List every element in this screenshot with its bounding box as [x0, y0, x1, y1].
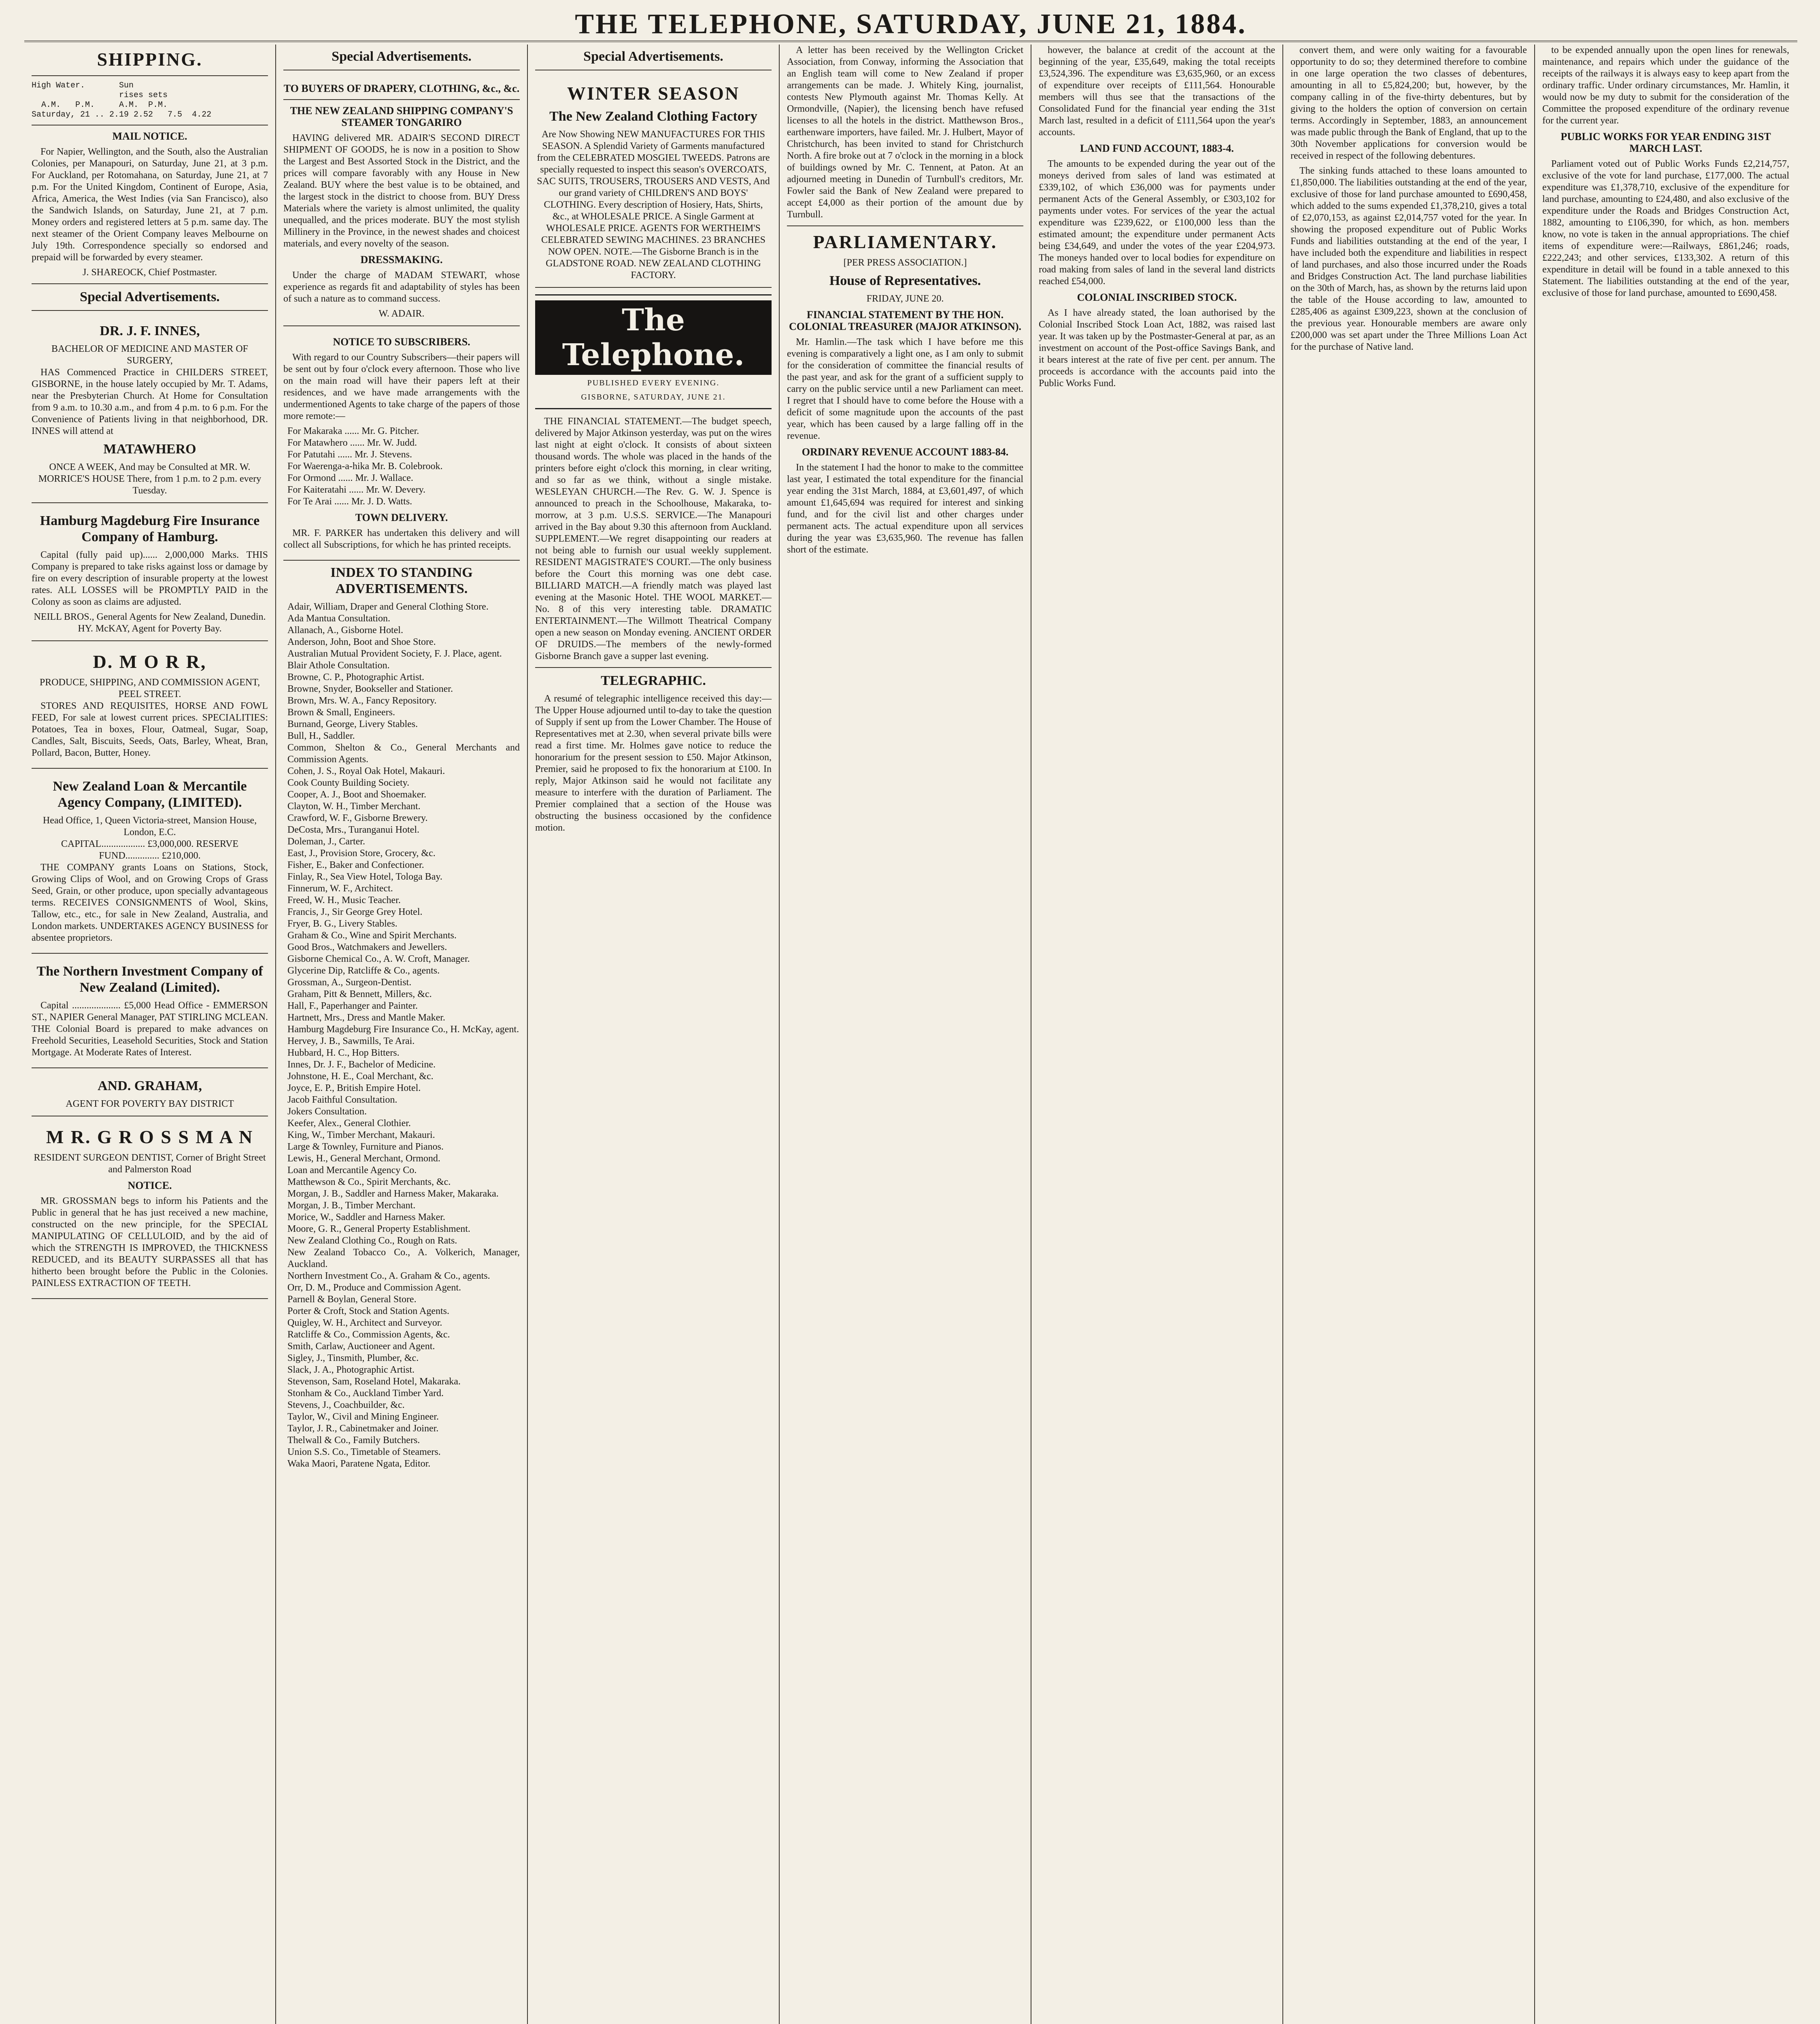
- tide-table-row: Saturday, 21 .. 2.19 2.52 7.5 4.22: [32, 110, 212, 119]
- nz-clothing-body: Are Now Showing NEW MANUFACTURES FOR THIS SEASON. A Splendid Variety of Garments manufactured from the CELEBRATED MOSGIEL TWEEDS. Patrons are specially requested to inspect this season's OVERCOATS, SAC SUITS, TROUSERS, TROUSERS AND VESTS, And our grand variety of CHILDREN'S AND BOYS' CLOTHING. Every description of Hosiery, Hats, Shirts, &c., at WHOLESALE PRICE. A Single Garment at WHOLESALE PRICE. AGENTS FOR WERTHEIM'S CELEBRATED SEWING MACHINES. 23 BRANCHES NOW OPEN. NOTE.—The Gisborne Branch is in the GLADSTONE ROAD. NEW ZEALAND CLOTHING FACTORY.: [537, 129, 770, 281]
- agent-item: For Patutahi ...... Mr. J. Stevens.: [287, 449, 412, 460]
- innes-body: HAS Commenced Practice in CHILDERS STREET, GISBORNE, in the house lately occupied by Mr. T. Adams, near the Presbyterian Church. At Home for Consultation from 9 a.m. to 10.30 a.m., and from 4 p.m. to 6 p.m. For the Convenience of Patients living in that neighborhood, DR. INNES will attend at: [32, 367, 268, 436]
- graham-sub: AGENT FOR POVERTY BAY DISTRICT: [66, 1099, 234, 1109]
- special-ads-heading: Special Advertisements.: [80, 289, 220, 304]
- index-item: New Zealand Clothing Co., Rough on Rats.: [287, 1235, 457, 1246]
- agents-list: [283, 425, 520, 508]
- ad-northern: [32, 956, 268, 1068]
- index-item: Freed, W. H., Music Teacher.: [287, 895, 401, 906]
- press-association: [PER PRESS ASSOCIATION.]: [843, 257, 967, 268]
- index-item: Fryer, B. G., Livery Stables.: [287, 918, 398, 929]
- col5-body: however, the balance at credit of the account at the beginning of the year, £35,649, making the total receipts £3,524,396. The expenditure was £3,635,960, or an excess of expenditure over receipts of £111,564. Honourable members will thus see that the transactions of the Consolidated Fund for the financial year ending the 31st March last, resulted in a deficit of £111,564 upon the year's accounts.: [1039, 45, 1275, 138]
- special-ads-heading-2: Special Advertisements.: [332, 49, 472, 64]
- index-item: Morgan, J. B., Saddler and Harness Maker, Makaraka.: [287, 1188, 499, 1199]
- agent-item: For Matawhero ...... Mr. W. Judd.: [287, 438, 417, 448]
- index-item: Stevens, J., Coachbuilder, &c.: [287, 1400, 405, 1410]
- index-item: East, J., Provision Store, Grocery, &c.: [287, 848, 436, 859]
- index-item: King, W., Timber Merchant, Makauri.: [287, 1130, 435, 1140]
- index-item: Finnerum, W. F., Architect.: [287, 883, 393, 894]
- paper-date: GISBORNE, SATURDAY, JUNE 21.: [581, 393, 726, 402]
- paper-sub: PUBLISHED EVERY EVENING.: [587, 378, 720, 387]
- ad-adair: [283, 75, 520, 326]
- ad-nz-clothing: [535, 75, 772, 288]
- friday-date: FRIDAY, JUNE 20.: [866, 293, 944, 304]
- index-item: Blair Athole Consultation.: [287, 660, 390, 671]
- grossman-title: M R. G R O S S M A N: [46, 1127, 254, 1147]
- index-item: Porter & Croft, Stock and Station Agents.: [287, 1306, 449, 1316]
- index-item: DeCosta, Mrs., Turanganui Hotel.: [287, 825, 419, 835]
- shipping-co-heading: THE NEW ZEALAND SHIPPING COMPANY'S STEAMER TONGARIRO: [290, 105, 513, 128]
- innes-sub: BACHELOR OF MEDICINE AND MASTER OF SURGERY,: [51, 344, 249, 366]
- paper-nameplate: [535, 294, 772, 409]
- index-item: Loan and Mercantile Agency Co.: [287, 1165, 417, 1176]
- subscribers-heading: NOTICE TO SUBSCRIBERS.: [333, 336, 470, 348]
- index-item: Doleman, J., Carter.: [287, 836, 365, 847]
- index-item: Keefer, Alex., General Clothier.: [287, 1118, 411, 1129]
- news-paragraphs: A letter has been received by the Wellington Cricket Association, from Conway, informing the Association that an English team will come to New Zealand if proper arrangements can be made. J. Whitely King, journalist, contests New Plymouth against Mr. Thomas Kelly. At Ormondville, (Napier), the licensing bench have refused licenses to all the hotels in the district. Matthewson Bros., earthenware importers, have failed. Mr. J. Hulbert, Mayor of Christchurch, has been invited to stand for Christchurch North. A fire broke out at 7 o'clock in the morning in a block of buildings owned by Mr. C. Tennent, at Paton. At an adjourned meeting in Dunedin of Turnbull's creditors, Mr. Fowler said the Bank of New Zealand were prepared to accept £4,000 as their portion of the amount due by Turnbull.: [787, 45, 1023, 220]
- northern-title: The Northern Investment Company of New Zealand (Limited).: [36, 964, 263, 995]
- index-item: Cook County Building Society.: [287, 778, 410, 788]
- index-item: Jacob Faithful Consultation.: [287, 1095, 398, 1105]
- mail-notice-signoff: J. SHAREOCK, Chief Postmaster.: [82, 267, 217, 278]
- index-item: Cohen, J. S., Royal Oak Hotel, Makauri.: [287, 766, 445, 776]
- house-heading: House of Representatives.: [829, 273, 981, 288]
- column-5: [1031, 45, 1282, 2024]
- column-6: [1283, 45, 1534, 2024]
- index-item: Union S.S. Co., Timetable of Steamers.: [287, 1447, 441, 1457]
- telegraphic-heading: TELEGRAPHIC.: [601, 673, 706, 688]
- index-item: Ada Mantua Consultation.: [287, 613, 390, 624]
- hamburg-title: Hamburg Magdeburg Fire Insurance Company of Hamburg.: [40, 513, 260, 544]
- index-item: Grossman, A., Surgeon-Dentist.: [287, 977, 412, 988]
- index-item: Allanach, A., Gisborne Hotel.: [287, 625, 403, 636]
- ad-grossman: [32, 1119, 268, 1299]
- index-item: Parnell & Boylan, General Store.: [287, 1294, 417, 1305]
- index-item: Thelwall & Co., Family Butchers.: [287, 1435, 420, 1446]
- index-item: Anderson, John, Boot and Shoe Store.: [287, 637, 436, 647]
- index-item: Browne, C. P., Photographic Artist.: [287, 672, 425, 682]
- dmorr-sub: PRODUCE, SHIPPING, AND COMMISSION AGENT, PEEL STREET.: [39, 677, 260, 699]
- index-heading: INDEX TO STANDING ADVERTISEMENTS.: [330, 565, 473, 596]
- index-item: Browne, Snyder, Bookseller and Stationer.: [287, 684, 453, 694]
- index-item: Australian Mutual Provident Society, F. J. Place, agent.: [287, 648, 502, 659]
- agent-item: For Makaraka ...... Mr. G. Pitcher.: [287, 426, 419, 436]
- innes-tail: ONCE A WEEK, And may be Consulted at MR. W. MORRICE'S HOUSE There, from 1 p.m. to 2 p.m. every Tuesday.: [38, 462, 262, 496]
- dmorr-body: STORES AND REQUISITES, HORSE AND FOWL FEED, For sale at lowest current prices. SPECIALITIES: Potatoes, Tea in boxes, Flour, Oatmeal, Sugar, Soap, Candles, Salt, Biscuits, Seeds, Oats, Barley, Wheat, Bran, Pollard, Bacon, Butter, Honey.: [32, 701, 268, 758]
- col6-body-1: convert them, and were only waiting for a favourable opportunity to do so; they determined therefore to combine in one large operation the two classes of debentures, amounting in all to £5,824,200; but, however, by the company calling in of the five-thirty debentures, but by giving to the holders the option of conversion on certain terms. Accordingly in September, 1883, an announcement was made public through the Bank of England, that up to the 30th November applications for conversion would be received in respect of the following debentures.: [1291, 45, 1527, 161]
- index-item: Stonham & Co., Auckland Timber Yard.: [287, 1388, 444, 1399]
- index-item: Lewis, H., General Merchant, Ormond.: [287, 1153, 440, 1164]
- dressmaking-heading: DRESSMAKING.: [360, 254, 443, 266]
- public-works-body: Parliament voted out of Public Works Funds £2,214,757, exclusive of the vote for land purchase, £177,000. The actual expenditure was £1,378,710, exclusive of the expenditure for land purchase, amounting to £24,480, and also exclusive of the expenditure under the Roads and Bridges Construction Act, 1882, amounting to £106,390, for which, as hon. members know, no vote is taken in the annual appropriations. The chief items of expenditure were:—Railways, £861,246; roads, £222,243; and other services, £133,302. A return of this expenditure in detail will be found in a table annexed to this Statement. The liabilities outstanding at the end of the year, exclusive of those for land purchase, amounted to £690,458.: [1542, 159, 1789, 298]
- land-fund-heading: LAND FUND ACCOUNT, 1883-4.: [1080, 142, 1234, 154]
- paper-title: The Telephone.: [535, 300, 772, 375]
- drapery-heading: TO BUYERS OF DRAPERY, CLOTHING, &c., &c.: [283, 83, 520, 94]
- index-item: Ratcliffe & Co., Commission Agents, &c.: [287, 1329, 450, 1340]
- mail-notice-body: For Napier, Wellington, and the South, also the Australian Colonies, per Manapouri, on Saturday, June 21, at 3 p.m. For Auckland, per Rotomahana, on Saturday, June 21, at 7 p.m. For the United Kingdom, Continent of Europe, Asia, Africa, America, the West Indies (via San Francisco), also the Sandwich Islands, on Saturday, June 21, at 7 p.m. Money orders and registered letters at 5 p.m. same day. The next steamer of the Orient Company leaves Melbourne on July 19th. Correspondence specially so endorsed and prepaid will be forwarded by every steamer.: [32, 147, 268, 263]
- mail-notice-heading: MAIL NOTICE.: [112, 130, 187, 142]
- index-item: Johnstone, H. E., Coal Merchant, &c.: [287, 1071, 434, 1082]
- index-item: Morgan, J. B., Timber Merchant.: [287, 1200, 416, 1211]
- col6-body-2: The sinking funds attached to these loans amounted to £1,850,000. The liabilities outstanding at the end of the year, exclusive of those for land purchase amounted to £690,458, which added to the sums expended £1,378,210, gives a total of £2,070,153, as against £2,014,757 voted for the year. In showing the proposed expenditure out of Public Works Funds and liabilities outstanding at the end of the year, I have included both the expenditure and liabilities in respect of land purchases, and also those incurred under the Roads and Bridges Construction Act. The land purchase liabilities on the 30th of March, has, as shown by the returns laid upon the table of the House according to law, amounted to £285,406 as against £309,223, shown at the conclusion of the previous year. Honourable members are aware only £200,000 was set apart under the Three Millions Loan Act for the purchase of Native land.: [1291, 166, 1527, 352]
- statement-body: Mr. Hamlin.—The task which I have before me this evening is comparatively a light one, as I am only to submit for the consideration of committee the financial results of the past year, and ask for the grant of a sufficient supply to carry on the public service until a new Parliament can meet. I regret that I should have to come before the House with a deficit of some magnitude upon the accounts of the past year, which has been caused by a large falling off in the revenue.: [787, 337, 1023, 441]
- column-3: [528, 45, 779, 2024]
- index-item: Sigley, J., Tinsmith, Plumber, &c.: [287, 1353, 419, 1363]
- ad-nzloan: [32, 771, 268, 954]
- index-item: Orr, D. M., Produce and Commission Agent.: [287, 1282, 461, 1293]
- nz-clothing-title: The New Zealand Clothing Factory: [549, 109, 757, 124]
- special-ads-heading-3: Special Advertisements.: [583, 49, 723, 64]
- index-item: Bull, H., Saddler.: [287, 731, 355, 741]
- index-item: Fisher, E., Baker and Confectioner.: [287, 860, 424, 870]
- town-delivery-heading: TOWN DELIVERY.: [355, 512, 448, 523]
- ordinary-heading: ORDINARY REVENUE ACCOUNT 1883-84.: [802, 446, 1009, 458]
- grossman-sub: RESIDENT SURGEON DENTIST, Corner of Bright Street and Palmerston Road: [34, 1152, 266, 1175]
- colonial-stock-heading: COLONIAL INSCRIBED STOCK.: [1077, 291, 1237, 303]
- leader-body: THE FINANCIAL STATEMENT.—The budget speech, delivered by Major Atkinson yesterday, was put on the wires last night at eight o'clock. It consists of about sixteen thousand words. The whole was placed in the hands of the printers before eight o'clock this morning, in clear writing, and so far as we think, without a single mistake. WESLEYAN CHURCH.—The Rev. G. W. J. Spence is announced to preach in the Schoolhouse, Makaraka, to-morrow, at 3 p.m. U.S.S. SERVICE.—The Manapouri arrived in the Bay about 9.30 this afternoon from Auckland. SUPPLEMENT.—We regret disappointing our readers at not being able to furnish our usual weekly supplement. RESIDENT MAGISTRATE'S COURT.—The only business before the Court this morning was one debt case. BILLIARD MATCH.—A friendly match was played last evening at the Masonic Hotel. THE WOOL MARKET.—No. 8 of this very interesting table. DRAMATIC ENTERTAINMENT.—The Willmott Theatrical Company open a new season on Monday evening. ANCIENT ORDER OF DRUIDS.—The members of the newly-formed Gisborne Branch gave a supper last evening.: [535, 416, 772, 661]
- index-item: Common, Shelton & Co., General Merchants and Commission Agents.: [287, 742, 520, 765]
- tide-table-head: High Water. Sun rises sets A.M. P.M. A.M. P.M.: [32, 81, 168, 110]
- ad-graham: [32, 1071, 268, 1116]
- agent-item: For Kaiteratahi ...... Mr. W. Devery.: [287, 485, 426, 495]
- index-item: Waka Maori, Paratene Ngata, Editor.: [287, 1458, 431, 1469]
- index-list: [283, 601, 520, 1470]
- dressmaking-body: Under the charge of MADAM STEWART, whose experience as regards fit and adaptability of styles has been of such a nature as to command success.: [283, 270, 520, 304]
- column-7: [1535, 45, 1797, 2024]
- subscribers-body: With regard to our Country Subscribers—their papers will be sent out by four o'clock every afternoon. Those who live on the main road will have their papers left at their residences, and we have made arrangements with the undermentioned Agents to take charge of the papers of those more remote:—: [283, 352, 520, 421]
- index-item: Graham, Pitt & Bennett, Millers, &c.: [287, 989, 432, 999]
- column-2: [276, 45, 527, 2024]
- index-item: Jokers Consultation.: [287, 1106, 367, 1117]
- adair-body: HAVING delivered MR. ADAIR'S SECOND DIRECT SHIPMENT OF GOODS, he is now in a position to Show the Largest and Best Assorted Stock in the District, and the prices will compare favorably with any House in New Zealand. BUY where the best value is to be obtained, and the largest stock in the district to choose from. BUY Dress Materials where the variety is almost unlimited, the quality unequalled, and the prices moderate. BUY the most stylish Millinery in the Province, in the newest shades and choicest materials, and every novelty of the season.: [283, 133, 520, 249]
- index-item: Northern Investment Co., A. Graham & Co., agents.: [287, 1271, 490, 1281]
- nzloan-title: New Zealand Loan & Mercantile Agency Company, (LIMITED).: [53, 779, 247, 810]
- index-item: Burnand, George, Livery Stables.: [287, 719, 418, 729]
- agent-item: For Te Arai ...... Mr. J. D. Watts.: [287, 496, 412, 507]
- index-item: Morice, W., Saddler and Harness Maker.: [287, 1212, 445, 1222]
- adair-sign: W. ADAIR.: [378, 308, 425, 319]
- index-item: Clayton, W. H., Timber Merchant.: [287, 801, 421, 812]
- column-1: [24, 45, 275, 2024]
- index-item: Hartnett, Mrs., Dress and Mantle Maker.: [287, 1012, 445, 1023]
- notice-subscribers: [283, 329, 520, 561]
- graham-title: AND. GRAHAM,: [98, 1078, 202, 1093]
- innes-matawhero: MATAWHERO: [103, 442, 196, 457]
- column-4: [780, 45, 1031, 2024]
- dmorr-title: D. M O R R,: [93, 651, 207, 672]
- index-item: Glycerine Dip, Ratcliffe & Co., agents.: [287, 965, 440, 976]
- hamburg-sign: NEILL BROS., General Agents for New Zealand, Dunedin. HY. McKAY, Agent for Poverty Bay.: [34, 612, 266, 634]
- hamburg-body: Capital (fully paid up)...... 2,000,000 Marks. THIS Company is prepared to take risks against loss or damage by fire on every description of insurable property at the lowest rates. ALL LOSSES will be PROMPTLY PAID in the Colony as soon as claims are adjusted.: [32, 550, 268, 607]
- ad-hamburg: [32, 506, 268, 641]
- index-item: Hall, F., Paperhanger and Painter.: [287, 1001, 418, 1011]
- index-item: Moore, G. R., General Property Establishment.: [287, 1224, 470, 1234]
- nzloan-body: THE COMPANY grants Loans on Stations, Stock, Growing Clips of Wool, and on Growing Crops of Grass Seed, Grain, or other produce, upon specially advantageous terms. RECEIVES CONSIGNMENTS of Wool, Skins, Tallow, etc., etc., for sale in New Zealand, Australia, and London markets. UNDERTAKES AGENCY BUSINESS for absentee proprietors.: [32, 862, 268, 943]
- land-fund-body: The amounts to be expended during the year out of the moneys derived from sales of land was estimated at £339,102, of which £36,000 was for payments under permanent Acts of the General Assembly, or £303,102 for payments under votes. For services of the year the actual expenditure was £239,622, or £100,000 less than the estimated amount; the expenditure under permanent Acts being £34,649, and under the votes of the year £204,973. The moneys handed over to local bodies for expenditure on road making from sales of land in the several land districts reached £54,000.: [1039, 159, 1275, 287]
- index-item: Cooper, A. J., Boot and Shoemaker.: [287, 789, 427, 800]
- grossman-notice: NOTICE.: [128, 1180, 172, 1191]
- parliament-heading: PARLIAMENTARY.: [813, 232, 997, 252]
- index-item: Adair, William, Draper and General Clothing Store.: [287, 602, 489, 612]
- index-item: Hamburg Magdeburg Fire Insurance Co., H. McKay, agent.: [287, 1024, 519, 1035]
- index-item: Taylor, W., Civil and Mining Engineer.: [287, 1412, 439, 1422]
- grossman-body: MR. GROSSMAN begs to inform his Patients and the Public in general that he has just received a new machine, constructed on the new principle, for the SPECIAL MANIPULATING OF CELLULOID, and by the aid of which the STRENGTH IS IMPROVED, the THICKNESS REDUCED, and its BEAUTY SURPASSES all that has hitherto been brought before the Public in the Colonies. PAINLESS EXTRACTION OF TEETH.: [32, 1196, 268, 1288]
- index-item: Brown, Mrs. W. A., Fancy Repository.: [287, 695, 437, 706]
- index-item: New Zealand Tobacco Co., A. Volkerich, Manager, Auckland.: [287, 1247, 520, 1269]
- index-item: Finlay, R., Sea View Hotel, Tologa Bay.: [287, 872, 442, 882]
- index-item: Good Bros., Watchmakers and Jewellers.: [287, 942, 447, 952]
- index-item: Francis, J., Sir George Grey Hotel.: [287, 907, 423, 917]
- index-item: Quigley, W. H., Architect and Surveyor.: [287, 1318, 442, 1328]
- ordinary-body: In the statement I had the honor to make to the committee last year, I estimated the total expenditure for the financial year ending the 31st March, 1884, at £3,601,497, of which amount £1,645,694 was required for interest and sinking fund, and for the civil list and other charges under permanent acts. The actual expenditure upon all services during the year was £3,635,960. The revenue has fallen short of the estimate.: [787, 462, 1023, 555]
- innes-title: DR. J. F. INNES,: [100, 323, 200, 338]
- col7-body-1: to be expended annually upon the open lines for renewals, maintenance, and repairs which under the guidance of the receipts of the railways it is always easy to keep apart from the ordinary traffic. Under ordinary circumstances, Mr. Hamlin, it would now be my duty to submit for the consideration of the Committee the proposed expenditure of the ordinary revenue for the current year.: [1542, 45, 1789, 126]
- index-item: Matthewson & Co., Spirit Merchants, &c.: [287, 1177, 451, 1187]
- winter-season: WINTER SEASON: [567, 83, 740, 104]
- index-item: Hubbard, H. C., Hop Bitters.: [287, 1048, 400, 1058]
- telegraphic-body: A resumé of telegraphic intelligence received this day:— The Upper House adjourned until to-day to take the question of Supply if sent up from the Lower Chamber. The House of Representatives met at 2.30, when several private bills were read a first time. Mr. Holmes gave notice to reduce the honorarium for the present session to £50. Major Atkinson, Premier, said he proposed to fix the honorarium at £100. In reply, Major Atkinson said he would not facilitate any measure to interfere with the duration of Parliament. The Premier complained that a section of the House was obstructing the business occasioned by the confidence motion.: [535, 693, 772, 833]
- colonial-stock-body: As I have already stated, the loan authorised by the Colonial Inscribed Stock Loan Act, 1882, was raised last year. It was taken up by the Postmaster-General at par, as an investment on account of the Post-office Savings Bank, and it bears interest at the rate of five per cent. per annum. The proceeds is accordance with the accounts paid into the Public Works Fund.: [1039, 308, 1275, 389]
- masthead: THE TELEPHONE, SATURDAY, JUNE 21, 1884.: [24, 8, 1797, 42]
- town-delivery-body: MR. F. PARKER has undertaken this delivery and will collect all Subscriptions, for which he has printed receipts.: [283, 528, 520, 550]
- agent-item: For Waerenga-a-hika Mr. B. Colebrook.: [287, 461, 443, 472]
- ad-innes: [32, 316, 268, 503]
- public-works-heading: PUBLIC WORKS FOR YEAR ENDING 31ST MARCH LAST.: [1561, 131, 1771, 154]
- index-item: Joyce, E. P., British Empire Hotel.: [287, 1083, 421, 1093]
- index-item: Stevenson, Sam, Roseland Hotel, Makaraka.: [287, 1376, 461, 1387]
- ad-dmorr: [32, 644, 268, 769]
- index-item: Gisborne Chemical Co., A. W. Croft, Manager.: [287, 954, 470, 964]
- nzloan-capital: CAPITAL.................. £3,000,000. RESERVE FUND.............. £210,000.: [61, 839, 239, 861]
- index-item: Crawford, W. F., Gisborne Brewery.: [287, 813, 428, 823]
- index-item: Slack, J. A., Photographic Artist.: [287, 1365, 415, 1375]
- northern-body: Capital .................... £5,000 Head Office - EMMERSON ST., NAPIER General Manager, PAT STIRLING MCLEAN. THE Colonial Board is prepared to make advances on Freehold Securities, Leasehold Securities, Stock and Station Mortgage. At Moderate Rates of Interest.: [32, 1000, 268, 1058]
- nzloan-office: Head Office, 1, Queen Victoria-street, Mansion House, London, E.C.: [43, 815, 257, 838]
- index-item: Innes, Dr. J. F., Bachelor of Medicine.: [287, 1059, 436, 1070]
- index-item: Brown & Small, Engineers.: [287, 707, 395, 718]
- agent-item: For Ormond ...... Mr. J. Wallace.: [287, 473, 413, 483]
- index-item: Smith, Carlaw, Auctioneer and Agent.: [287, 1341, 435, 1352]
- index-item: Hervey, J. B., Sawmills, Te Arai.: [287, 1036, 415, 1046]
- statement-heading: FINANCIAL STATEMENT BY THE HON. COLONIAL TREASURER (MAJOR ATKINSON).: [789, 309, 1021, 332]
- shipping-heading: SHIPPING.: [97, 49, 203, 70]
- index-item: Taylor, J. R., Cabinetmaker and Joiner.: [287, 1423, 439, 1434]
- index-item: Large & Townley, Furniture and Pianos.: [287, 1142, 444, 1152]
- index-item: Graham & Co., Wine and Spirit Merchants.: [287, 930, 457, 941]
